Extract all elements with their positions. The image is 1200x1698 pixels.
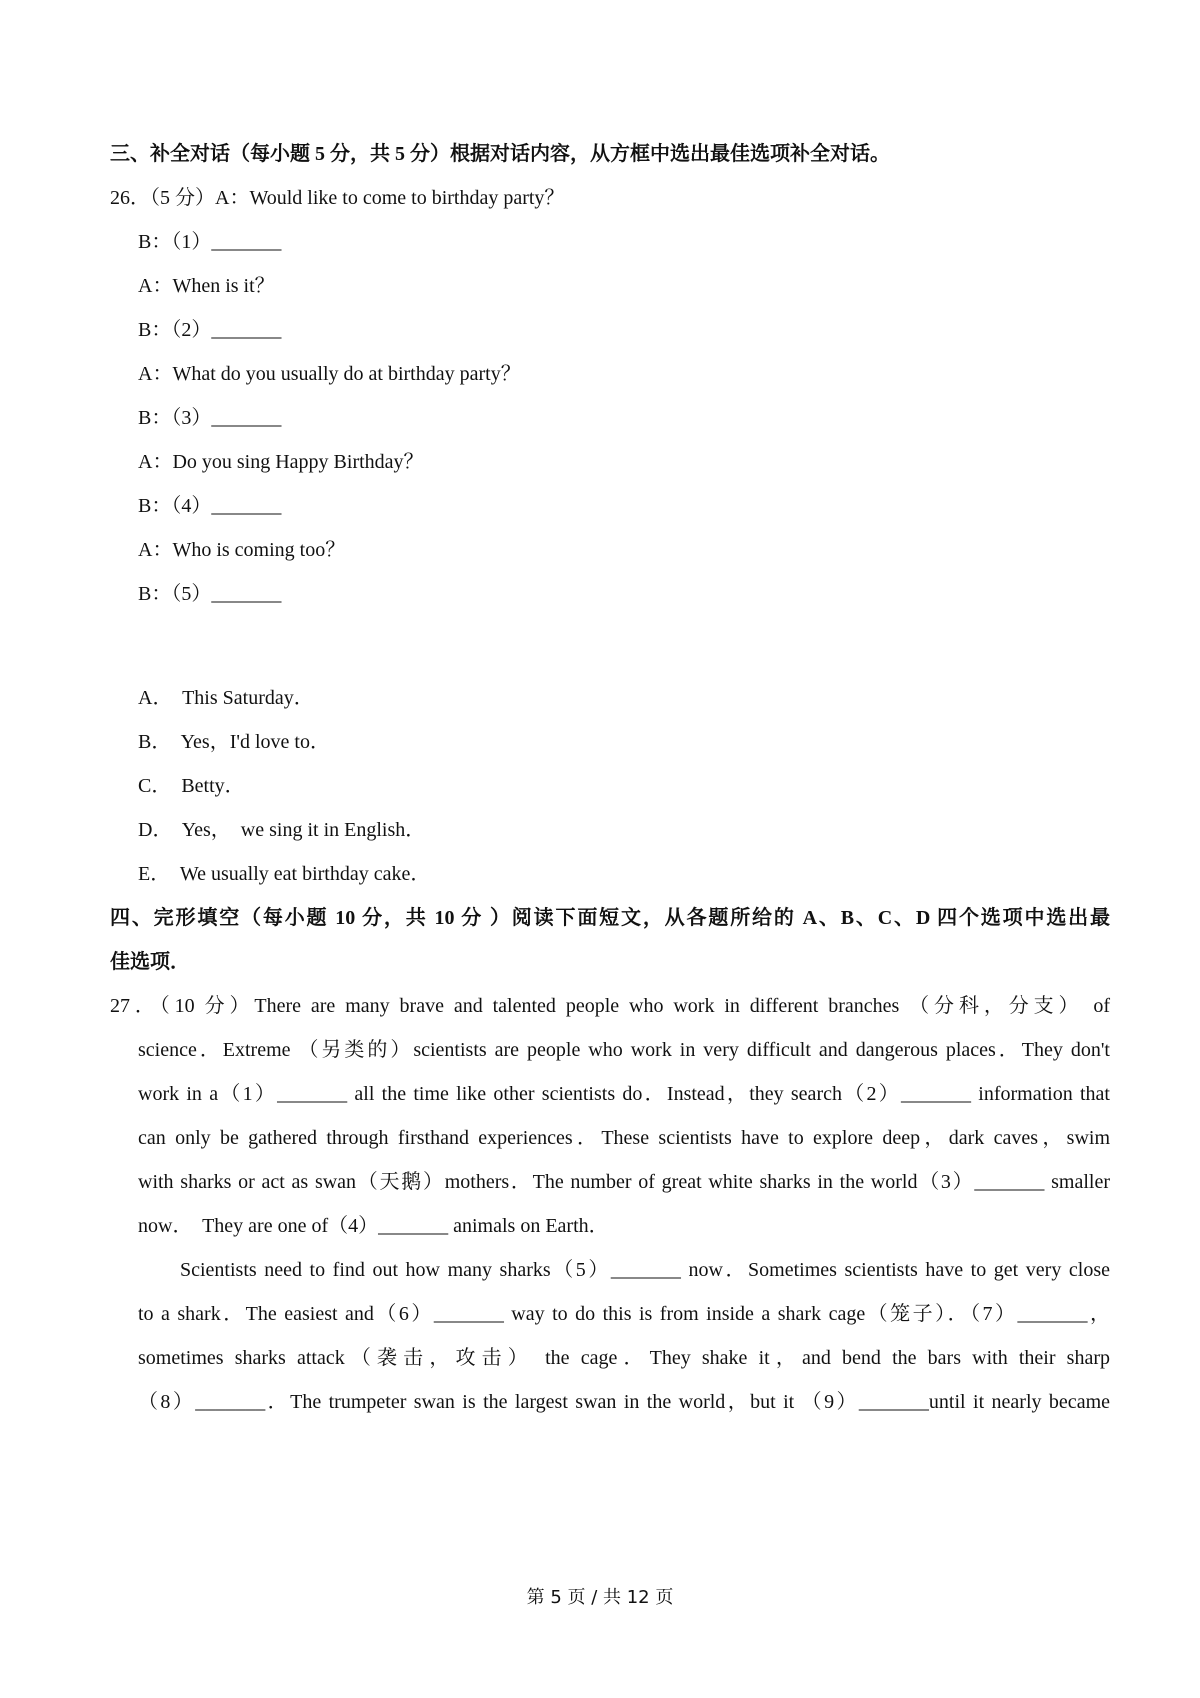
q26-dialog-line: B：（4）_______	[138, 495, 282, 517]
q27-passage-line: now． They are one of（4）_______ animals on Earth．	[138, 1215, 609, 1237]
section3-heading: 三、补全对话（每小题 5 分，共 5 分）根据对话内容，从方框中选出最佳选项补全对话。	[110, 143, 890, 165]
section4-heading: 四、完形填空（每小题 10 分，共 10 分 ）阅读下面短文，从各题所给的 A、B、C、D 四个选项中选出最	[110, 907, 1110, 929]
q27-passage-line: sometimes sharks attack（袭击，攻击） the cage．They shake it，and bend the bars with their sharp	[138, 1347, 1110, 1369]
q26-dialog-line: A：Do you sing Happy Birthday？	[138, 451, 424, 473]
q26-option: E． We usually eat birthday cake．	[138, 863, 431, 885]
q26-dialog-line: B：（3）_______	[138, 407, 282, 429]
q27-passage-line: to a shark．The easiest and（6）_______ way to do this is from inside a shark cage（笼子）．（7）_______，	[138, 1303, 1110, 1325]
q26-dialog-line: B：（2）_______	[138, 319, 282, 341]
q27-passage-line: science．Extreme （另类的）scientists are people who work in very difficult and dangerous places．They don't	[138, 1039, 1110, 1061]
q27-passage-line: Scientists need to find out how many sharks（5）_______ now．Sometimes scientists have to get very close	[180, 1259, 1110, 1281]
q27-passage-line: can only be gathered through firsthand experiences．These scientists have to explore deep，dark caves，swim	[138, 1127, 1110, 1149]
q26-dialog-line: B：（5）_______	[138, 583, 282, 605]
q26-dialog-line: A：What do you usually do at birthday party？	[138, 363, 521, 385]
q26-option: B． Yes，I'd love to．	[138, 731, 330, 753]
q26-option: A． This Saturday．	[138, 687, 314, 709]
section4-heading-cont: 佳选项．	[110, 951, 190, 973]
page-number: 第 5 页 / 共 12 页	[526, 1587, 674, 1608]
q27-passage-line: work in a（1）_______ all the time like other scientists do．Instead，they search（2）_______ information that	[138, 1083, 1110, 1105]
q26-option: D． Yes， we sing it in English．	[138, 819, 426, 841]
q26-dialog-line: A：When is it？	[138, 275, 275, 297]
q26-prompt: 26．（5 分）A：Would like to come to birthday party？	[110, 187, 565, 209]
q27-passage-line: （8）_______．The trumpeter swan is the largest swan in the world，but it （9）_______until it nearly became	[138, 1391, 1110, 1413]
q27-passage-line: with sharks or act as swan（天鹅）mothers．The number of great white sharks in the world（3）_______ smaller	[138, 1171, 1110, 1193]
q26-option: C． Betty．	[138, 775, 245, 797]
q27-passage-line: 27．（10 分）There are many brave and talented people who work in different branches （分科，分支） of	[110, 995, 1110, 1017]
q26-dialog-line: B：（1）_______	[138, 231, 282, 253]
q26-dialog-line: A：Who is coming too？	[138, 539, 346, 561]
